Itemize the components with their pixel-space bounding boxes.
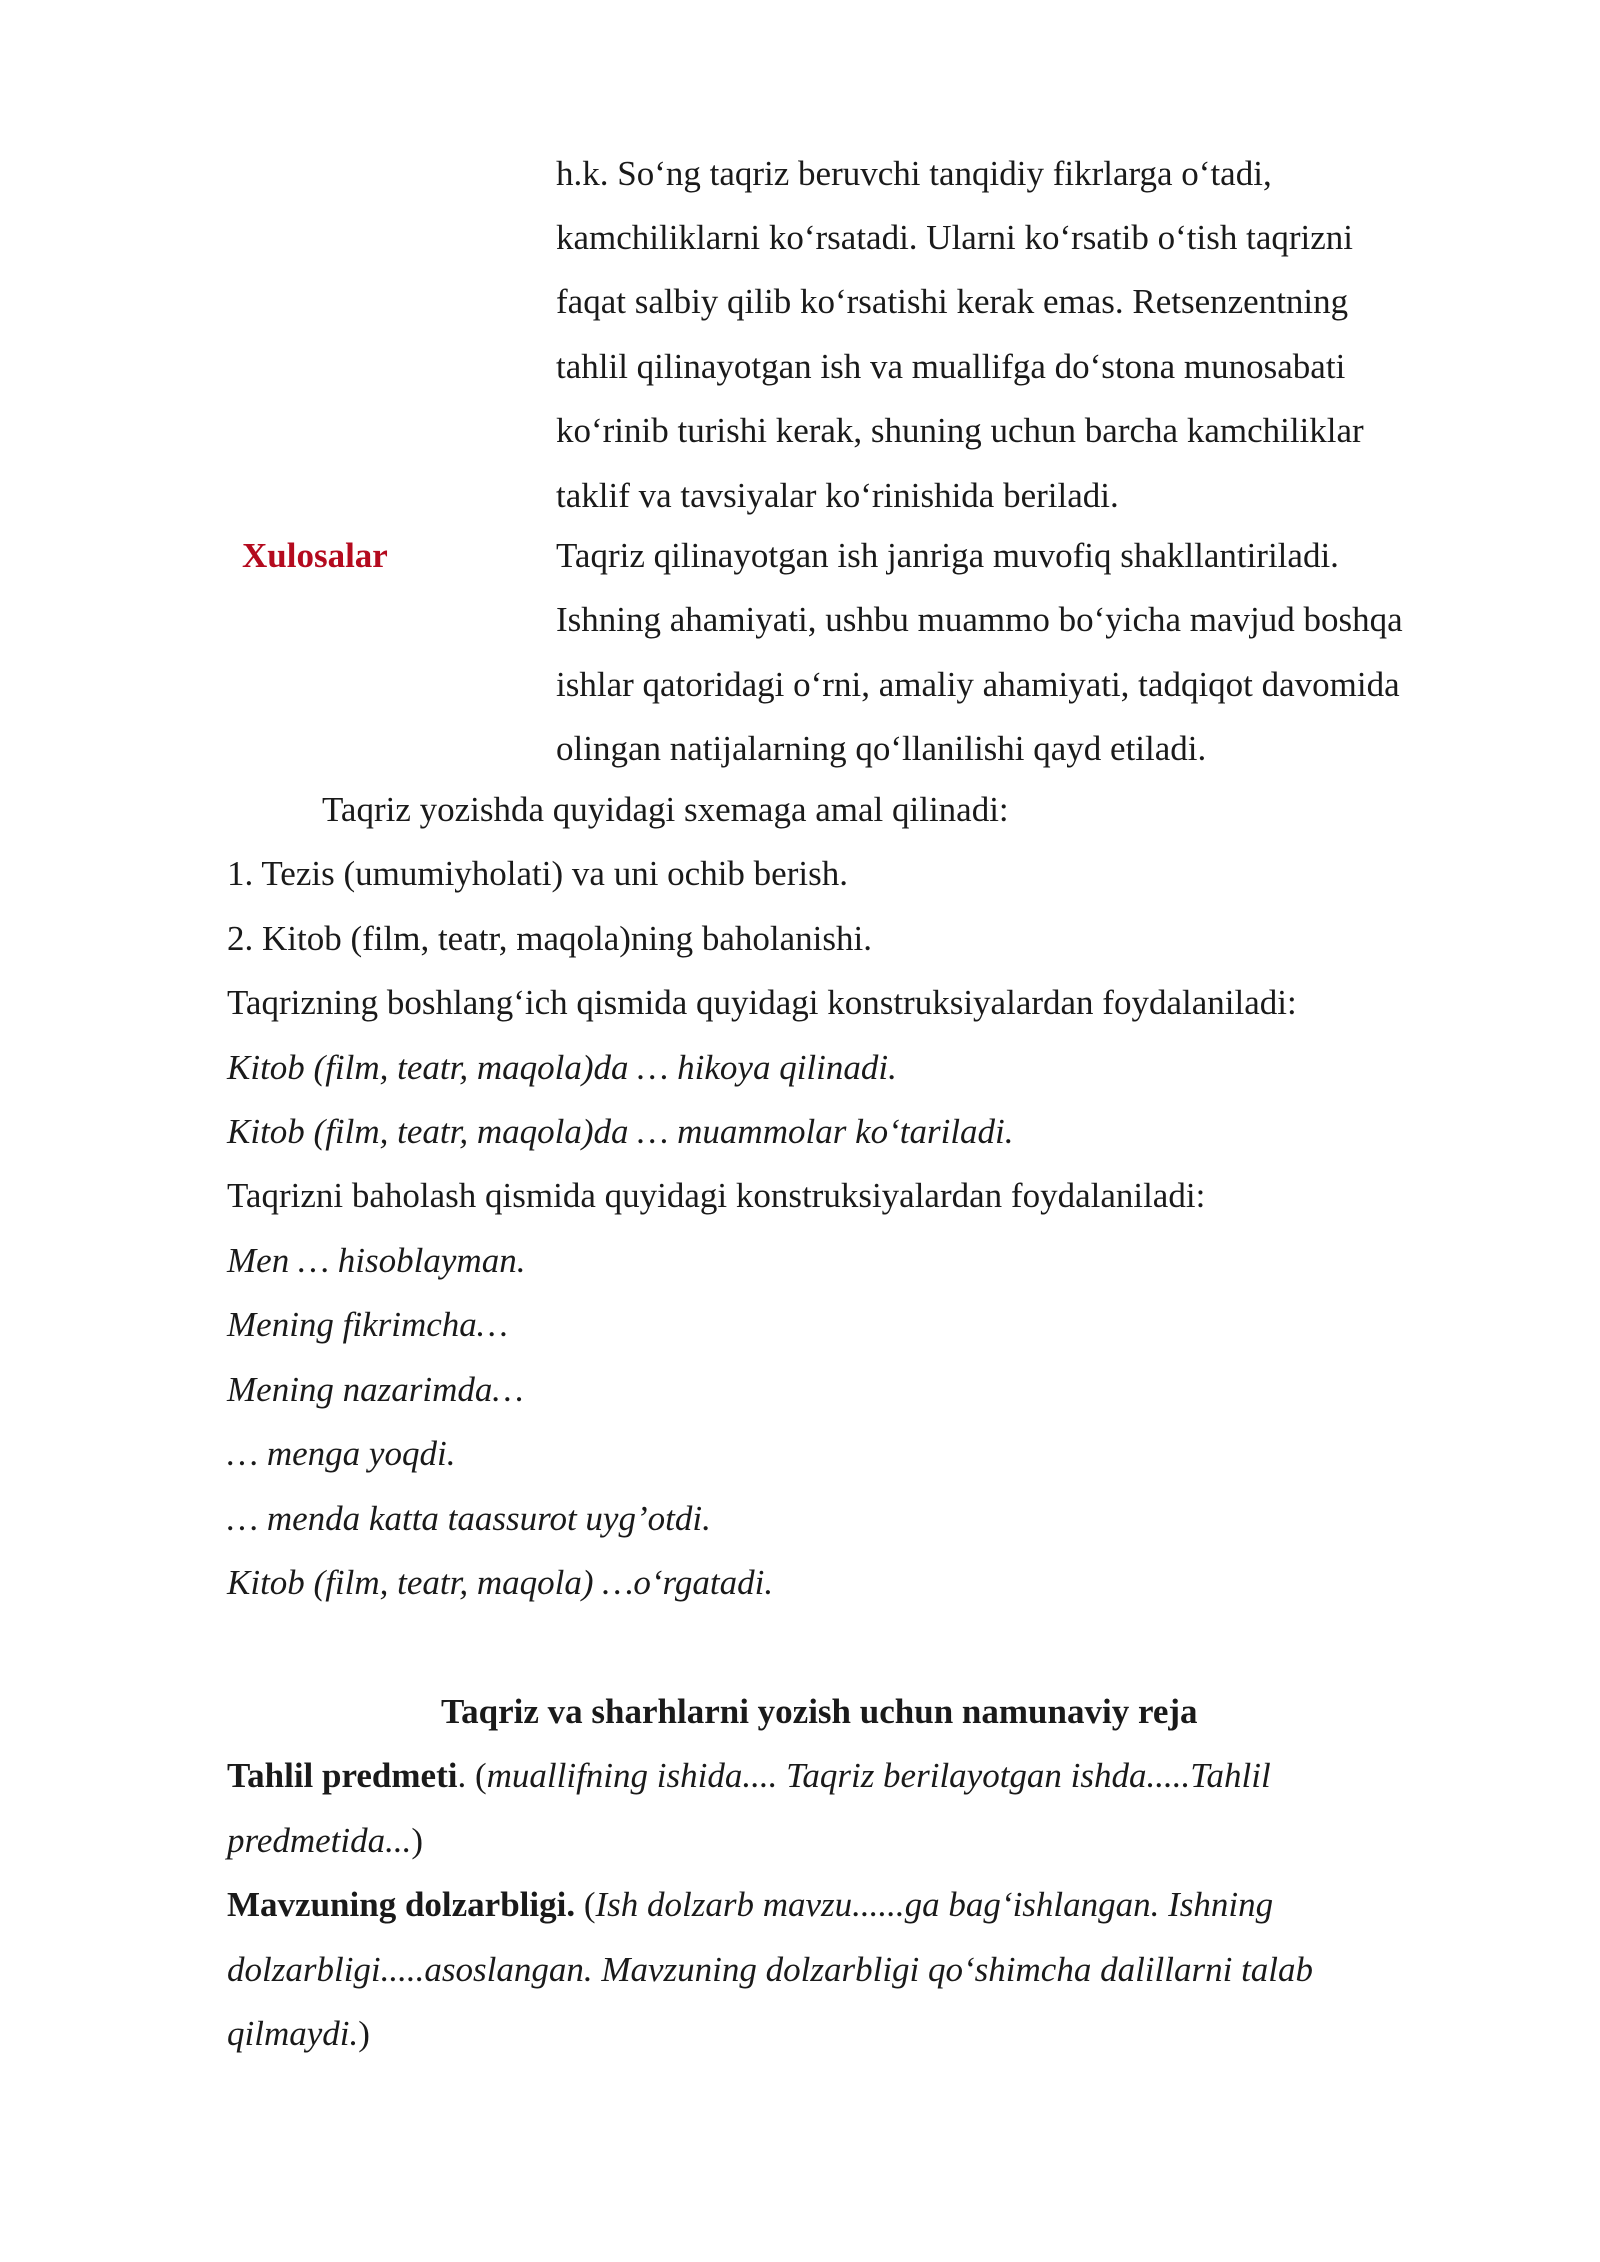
example-line: Kitob (film, teatr, maqola) …o‘rgatadi. bbox=[227, 1563, 774, 1602]
plan-text: Ish dolzarb mavzu......ga bag‘ishlangan. Ishning bbox=[595, 1885, 1274, 1924]
table-text-line: tahlil qilinayotgan ish va muallifga do‘stona munosabati bbox=[556, 347, 1346, 386]
list-item: 2. Kitob (film, teatr, maqola)ning baholanishi. bbox=[227, 919, 872, 958]
table-text-line: ko‘rinib turishi kerak, shuning uchun barcha kamchiliklar bbox=[556, 411, 1364, 450]
plan-text: qilmaydi. bbox=[227, 2014, 359, 2053]
section-heading: Taqriz va sharhlarni yozish uchun namunaviy reja bbox=[441, 1692, 1198, 1731]
plan-text: dolzarbligi.....asoslangan. Mavzuning dolzarbligi qo‘shimcha dalillarni talab bbox=[227, 1950, 1314, 1989]
punctuation: . ( bbox=[457, 1756, 487, 1795]
table-text-line: ishlar qatoridagi o‘rni, amaliy ahamiyati, tadqiqot davomida bbox=[556, 665, 1400, 704]
table-text-line: olingan natijalarning qo‘llanilishi qayd etiladi. bbox=[556, 729, 1207, 768]
table-text-line: taklif va tavsiyalar ko‘rinishida beriladi. bbox=[556, 476, 1119, 515]
plan-relevance-line bbox=[227, 2012, 370, 2056]
example-line: Kitob (film, teatr, maqola)da … hikoya qilinadi. bbox=[227, 1048, 897, 1087]
table-text-line: h.k. So‘ng taqriz beruvchi tanqidiy fikrlarga o‘tadi, bbox=[556, 154, 1272, 193]
evaluation-intro: Taqrizni baholash qismida quyidagi konstruksiyalardan foydalaniladi: bbox=[227, 1176, 1206, 1215]
table-text-line: faqat salbiy qilib ko‘rsatishi kerak emas. Retsenzentning bbox=[556, 282, 1349, 321]
example-line: … menda katta taassurot uyg’otdi. bbox=[227, 1499, 711, 1538]
term-label: Mavzuning dolzarbligi. bbox=[227, 1885, 576, 1924]
example-line: Kitob (film, teatr, maqola)da … muammolar ko‘tariladi. bbox=[227, 1112, 1014, 1151]
list-item: 1. Tezis (umumiyholati) va uni ochib berish. bbox=[227, 854, 848, 893]
plan-relevance-line bbox=[227, 1948, 1313, 1992]
table-text-line: kamchiliklarni ko‘rsatadi. Ularni ko‘rsatib o‘tish taqrizni bbox=[556, 218, 1354, 257]
plan-relevance-line bbox=[227, 1883, 1273, 1927]
plan-text: muallifning ishida.... Taqriz berilayotgan ishda.....Tahlil bbox=[486, 1756, 1271, 1795]
plan-subject-line bbox=[227, 1819, 423, 1863]
example-line: Mening nazarimda… bbox=[227, 1370, 524, 1409]
plan-subject-line bbox=[227, 1754, 1271, 1798]
scheme-intro: Taqriz yozishda quyidagi sxemaga amal qilinadi: bbox=[322, 790, 1009, 829]
example-line: Men … hisoblayman. bbox=[227, 1241, 526, 1280]
table-text-line: Taqriz qilinayotgan ish janriga muvofiq shakllantiriladi. bbox=[556, 536, 1339, 575]
example-line: Mening fikrimcha… bbox=[227, 1305, 508, 1344]
example-line: … menga yoqdi. bbox=[227, 1434, 456, 1473]
table-text-line: Ishning ahamiyati, ushbu muammo bo‘yicha mavjud boshqa bbox=[556, 600, 1403, 639]
punctuation: ( bbox=[575, 1885, 596, 1924]
term-label: Tahlil predmeti bbox=[227, 1756, 458, 1795]
opening-intro: Taqrizning boshlang‘ich qismida quyidagi konstruksiyalardan foydalaniladi: bbox=[227, 983, 1297, 1022]
punctuation: ) bbox=[411, 1821, 424, 1860]
plan-text: predmetida... bbox=[227, 1821, 412, 1860]
punctuation: ) bbox=[358, 2014, 370, 2053]
conclusions-label: Xulosalar bbox=[242, 536, 388, 575]
